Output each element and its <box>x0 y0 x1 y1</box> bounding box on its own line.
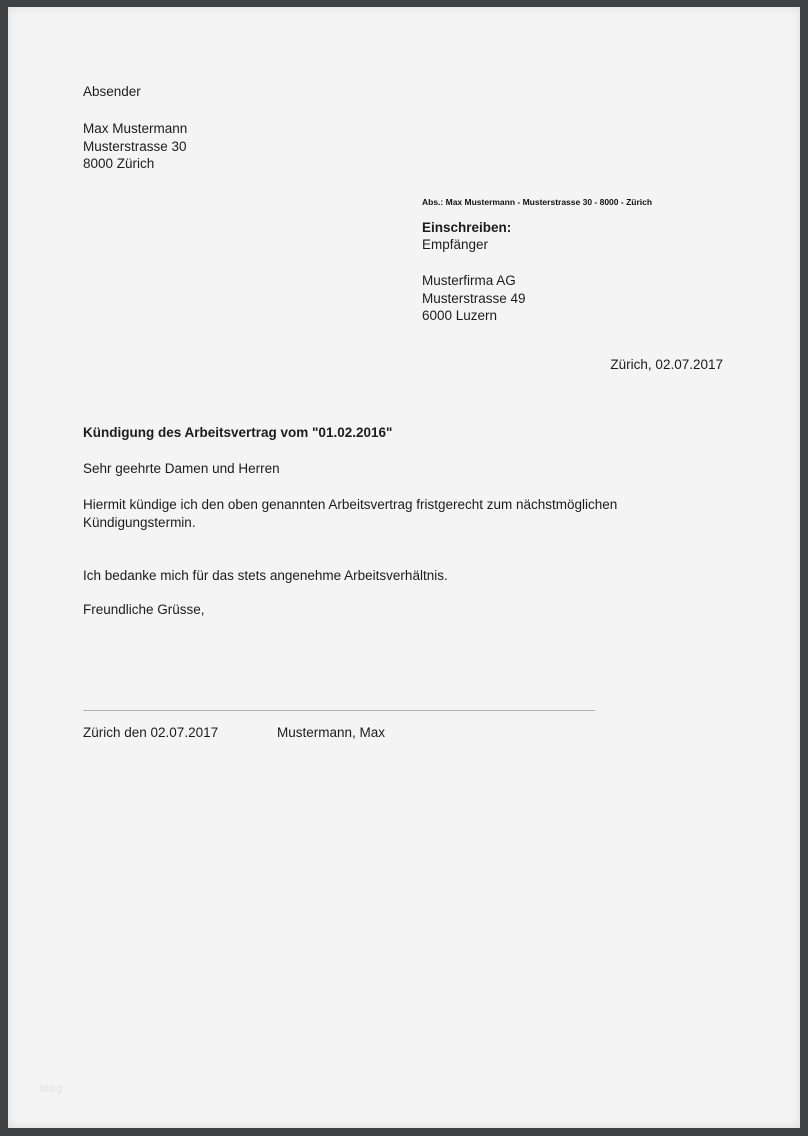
delivery-method-label: Einschreiben: <box>422 220 512 235</box>
watermark-text: blog <box>40 1083 63 1095</box>
sender-street: Musterstrasse 30 <box>83 138 187 154</box>
sender-label: Absender <box>83 84 141 99</box>
sender-city: 8000 Zürich <box>83 156 155 171</box>
sender-name: Max Mustermann <box>83 121 188 136</box>
subject-line: Kündigung des Arbeitsvertrag vom "01.02.2016" <box>83 425 393 440</box>
recipient-label: Empfänger <box>422 237 489 252</box>
sender-address <box>83 120 187 173</box>
body-paragraph-1: Hiermit kündige ich den oben genannten Arbeitsvertrag fristgerecht zum nächstmöglichen Kündigungstermin. <box>83 497 618 530</box>
recipient-company: Musterfirma AG <box>422 273 516 288</box>
recipient-city: 6000 Luzern <box>422 308 498 323</box>
signature-divider <box>83 710 595 711</box>
signature-place-date: Zürich den 02.07.2017 <box>83 725 219 740</box>
return-address-line: Abs.: Max Mustermann - Musterstrasse 30 - 8000 - Zürich <box>422 197 653 207</box>
recipient-address <box>422 272 526 325</box>
signature-name: Mustermann, Max <box>277 725 386 740</box>
letter-date: Zürich, 02.07.2017 <box>610 357 723 372</box>
recipient-street: Musterstrasse 49 <box>422 290 526 306</box>
closing-phrase: Freundliche Grüsse, <box>83 602 205 617</box>
body-paragraph-2: Ich bedanke mich für das stets angenehme Arbeitsverhältnis. <box>83 568 448 583</box>
salutation: Sehr geehrte Damen und Herren <box>83 461 280 476</box>
